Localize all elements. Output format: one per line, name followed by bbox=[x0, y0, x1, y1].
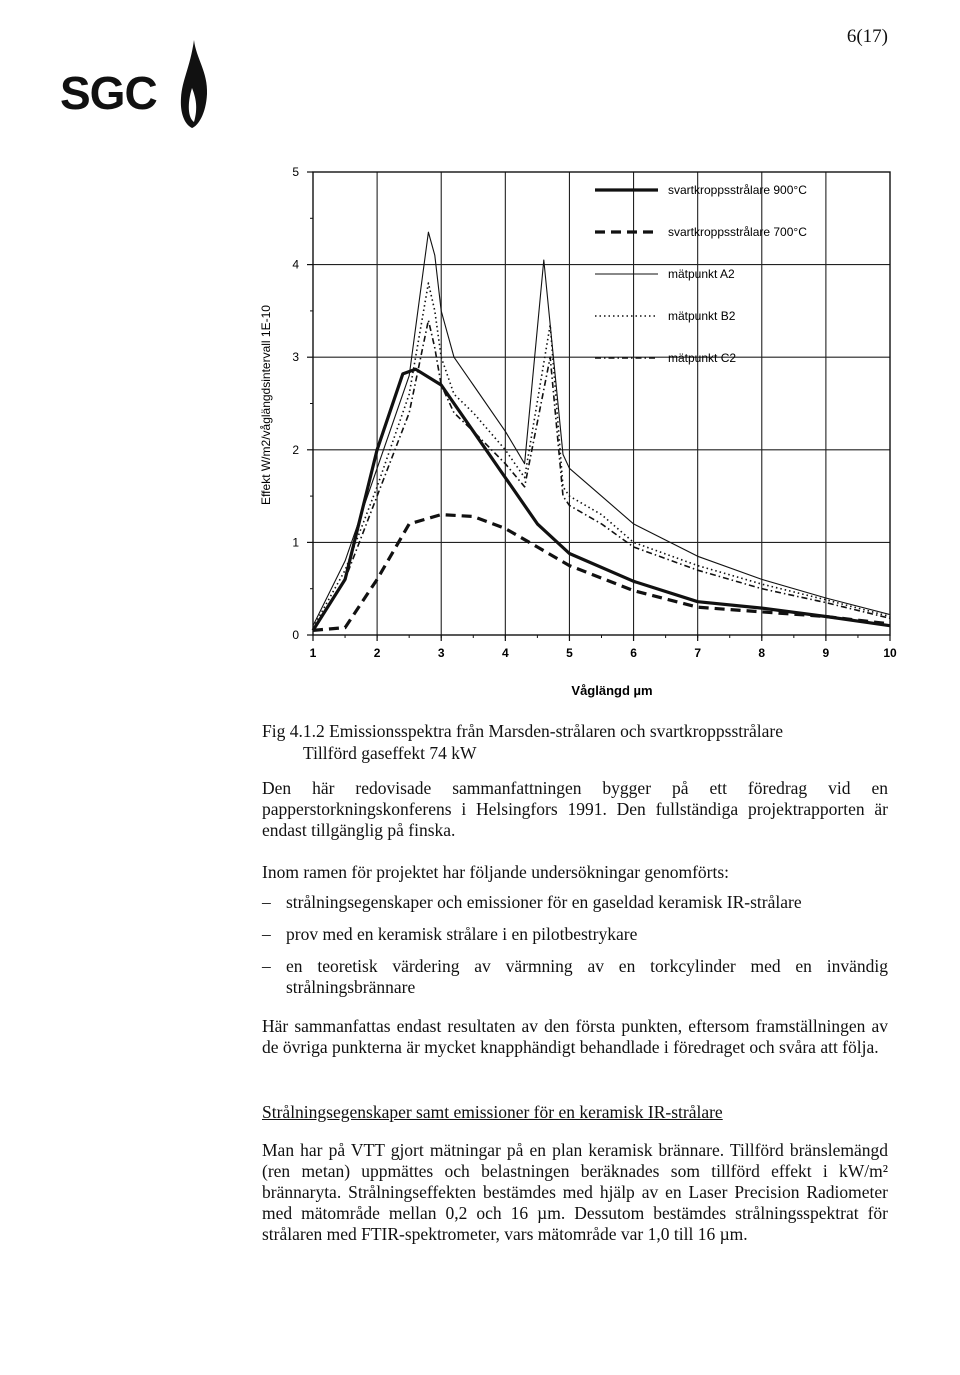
x-tick-label: 5 bbox=[566, 646, 573, 660]
series-line bbox=[313, 283, 890, 627]
y-tick-label: 2 bbox=[292, 442, 299, 457]
chart-axes bbox=[292, 165, 897, 660]
list-dash: – bbox=[262, 892, 271, 912]
list-item bbox=[262, 892, 888, 913]
x-tick-label: 3 bbox=[437, 646, 445, 660]
section-heading: Strålningsegenskaper samt emissioner för en keramisk IR-strålare bbox=[262, 1102, 723, 1122]
list-item-text: prov med en keramisk strålare i en pilotbestrykare bbox=[286, 924, 638, 944]
list-item bbox=[262, 956, 888, 998]
y-tick-label: 1 bbox=[292, 535, 299, 550]
flame-icon bbox=[178, 38, 210, 130]
list-dash: – bbox=[262, 956, 271, 976]
x-tick-label: 2 bbox=[373, 646, 381, 660]
legend-label: mätpunkt A2 bbox=[668, 267, 735, 281]
x-tick-label: 8 bbox=[758, 646, 766, 660]
x-tick-label: 6 bbox=[630, 646, 637, 660]
legend-label: svartkroppsstrålare 700°C bbox=[668, 225, 807, 239]
y-tick-label: 3 bbox=[292, 350, 299, 365]
paragraph-summary: Här sammanfattas endast resultaten av den första punkten, eftersom framställningen av de övriga punkterna är mycket knapphändigt behandlade i föredraget och svåra att följa. bbox=[262, 1016, 888, 1057]
legend-label: mätpunkt B2 bbox=[668, 309, 736, 323]
x-tick-label: 9 bbox=[822, 646, 830, 660]
list-item-text: strålningsegenskaper och emissioner för en gaseldad keramisk IR-strålare bbox=[286, 892, 802, 912]
figure-caption bbox=[262, 720, 902, 764]
paragraph-intro: Den här redovisade sammanfattningen bygger på ett föredrag vid en papperstorkningskonferens i Helsingfors 1991. Den fullständiga projektrapporten är endast tillgänglig på finska. bbox=[262, 778, 888, 840]
x-tick-label: 1 bbox=[309, 646, 317, 660]
x-axis-label: Våglängd µm bbox=[571, 683, 653, 698]
list-item-text: en teoretisk värdering av värmning av en torkcylinder med en invändig strålningsbrännare bbox=[286, 956, 888, 997]
series-line bbox=[313, 320, 890, 629]
x-tick-label: 4 bbox=[501, 646, 509, 660]
paragraph-scope: Inom ramen för projektet har följande undersökningar genomförts: bbox=[262, 862, 730, 882]
chart-series bbox=[313, 232, 890, 630]
logo-text: SGC bbox=[60, 67, 157, 119]
x-tick-label: 7 bbox=[694, 646, 702, 660]
emission-spectra-chart bbox=[250, 160, 910, 705]
list-dash: – bbox=[262, 924, 271, 944]
y-axis-label: Effekt W/m2/våglängdsintervall 1E-10 bbox=[259, 305, 273, 505]
y-tick-label: 0 bbox=[292, 628, 299, 642]
y-tick-label: 4 bbox=[292, 257, 299, 272]
sgc-logo bbox=[60, 38, 220, 128]
page-number: 6(17) bbox=[846, 26, 888, 47]
caption-line-2: Tillförd gaseffekt 74 kW bbox=[303, 743, 477, 763]
x-tick-label: 10 bbox=[883, 646, 897, 660]
list-item bbox=[262, 924, 888, 945]
legend-label: mätpunkt C2 bbox=[668, 351, 737, 365]
caption-line-1: Fig 4.1.2 Emissionsspektra från Marsden-strålaren och svartkroppsstrålare bbox=[262, 721, 783, 741]
y-tick-label: 5 bbox=[292, 165, 299, 179]
legend-label: svartkroppsstrålare 900°C bbox=[668, 183, 807, 197]
paragraph-measurements: Man har på VTT gjort mätningar på en plan keramisk brännare. Tillförd bränslemängd (ren metan) uppmättes och belastningen beräknades som tillförd effekt i kW/m² brännaryta. Strålningseffekten bestämdes med hjälp av en Laser Precision Radiometer med mätområde mellan 0,2 och 16 µm. Dessutom bestämdes strålningsspektrat för strålaren med FTIR-spektrometer, vars mätområde var 1,0 till 16 µm. bbox=[262, 1140, 888, 1244]
chart-legend bbox=[595, 183, 807, 365]
